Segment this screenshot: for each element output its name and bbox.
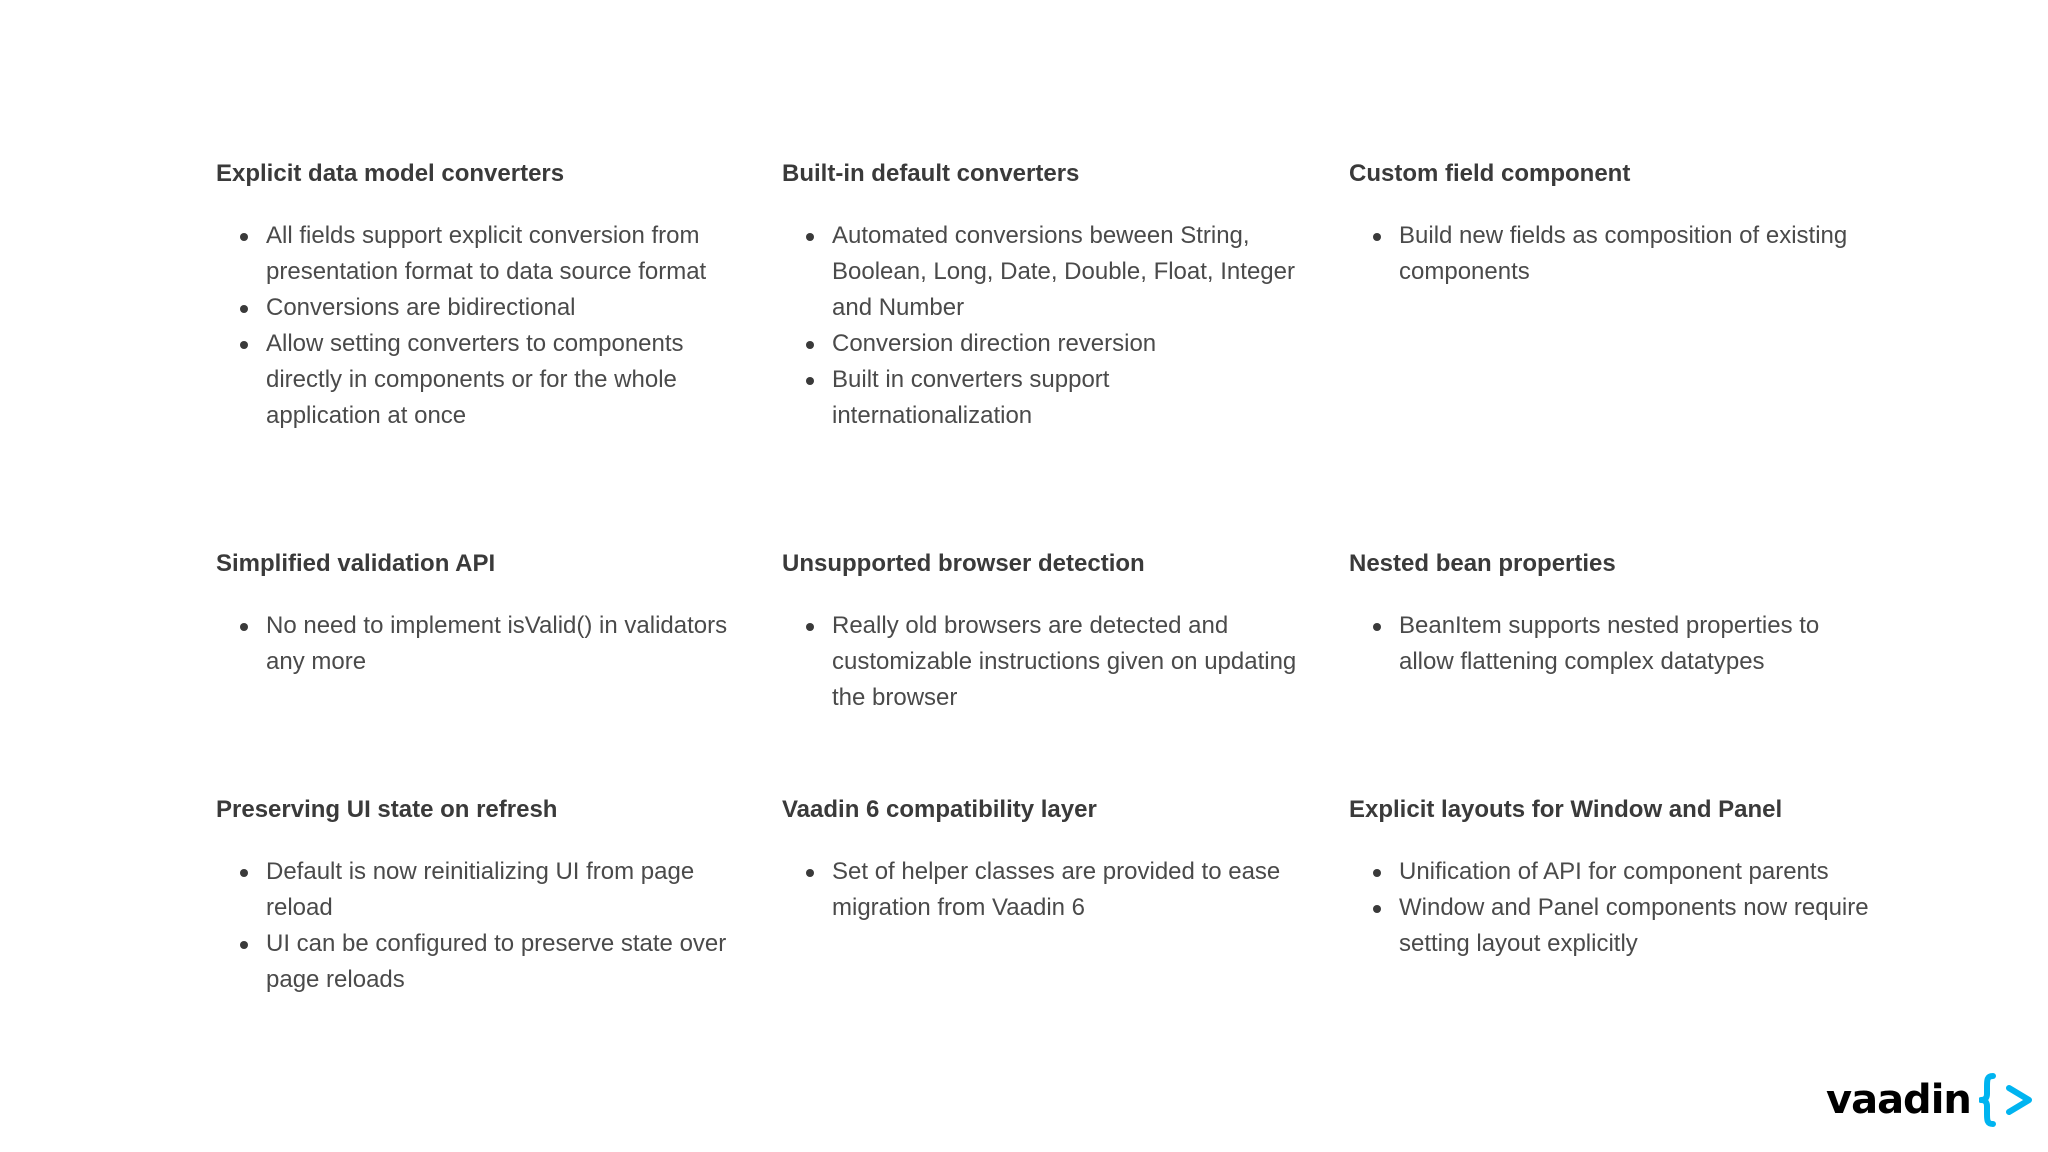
section-explicit-layouts xyxy=(1349,794,1869,962)
section-title: Built-in default converters xyxy=(782,160,1080,187)
list-item: Built in converters support internationalization xyxy=(832,362,1302,434)
list-item: All fields support explicit conversion from presentation format to data source format xyxy=(266,218,736,290)
section-title: Simplified validation API xyxy=(216,550,496,577)
section-title: Explicit layouts for Window and Panel xyxy=(1349,796,1783,823)
section-title: Unsupported browser detection xyxy=(782,550,1145,577)
bullet-list xyxy=(1349,608,1869,680)
vaadin-logo xyxy=(1826,1072,2037,1128)
bullet-list xyxy=(782,218,1302,434)
list-item: No need to implement isValid() in validators any more xyxy=(266,608,736,680)
section-vaadin-6-compatibility-layer xyxy=(782,794,1302,926)
section-custom-field-component xyxy=(1349,158,1869,290)
bullet-list xyxy=(782,854,1302,926)
list-item: Build new fields as composition of existing components xyxy=(1399,218,1869,290)
section-title: Explicit data model converters xyxy=(216,160,565,187)
section-title: Custom field component xyxy=(1349,160,1631,187)
section-simplified-validation-api xyxy=(216,548,736,680)
section-title: Nested bean properties xyxy=(1349,550,1616,577)
section-nested-bean-properties xyxy=(1349,548,1869,680)
bullet-list xyxy=(216,218,736,434)
vaadin-mark-icon xyxy=(1979,1072,2037,1128)
section-explicit-data-model-converters xyxy=(216,158,736,434)
list-item: Window and Panel components now require setting layout explicitly xyxy=(1399,890,1869,962)
list-item: BeanItem supports nested properties to allow flattening complex datatypes xyxy=(1399,608,1869,680)
bullet-list xyxy=(216,608,736,680)
list-item: Allow setting converters to components directly in components or for the whole application at once xyxy=(266,326,736,434)
list-item: UI can be configured to preserve state over page reloads xyxy=(266,926,736,998)
bullet-list xyxy=(1349,218,1869,290)
bullet-list xyxy=(216,854,736,998)
list-item: Unification of API for component parents xyxy=(1399,854,1869,890)
section-title: Preserving UI state on refresh xyxy=(216,796,558,823)
section-preserving-ui-state xyxy=(216,794,736,998)
list-item: Automated conversions beween String, Boolean, Long, Date, Double, Float, Integer and Number xyxy=(832,218,1302,326)
list-item: Conversions are bidirectional xyxy=(266,290,736,326)
list-item: Set of helper classes are provided to ease migration from Vaadin 6 xyxy=(832,854,1302,926)
section-built-in-default-converters xyxy=(782,158,1302,434)
bullet-list xyxy=(1349,854,1869,962)
section-title: Vaadin 6 compatibility layer xyxy=(782,796,1097,823)
list-item: Really old browsers are detected and customizable instructions given on updating the browser xyxy=(832,608,1302,716)
bullet-list xyxy=(782,608,1302,716)
list-item: Default is now reinitializing UI from page reload xyxy=(266,854,736,926)
section-unsupported-browser-detection xyxy=(782,548,1302,716)
list-item: Conversion direction reversion xyxy=(832,326,1302,362)
logo-wordmark: vaadin xyxy=(1826,1077,1971,1123)
